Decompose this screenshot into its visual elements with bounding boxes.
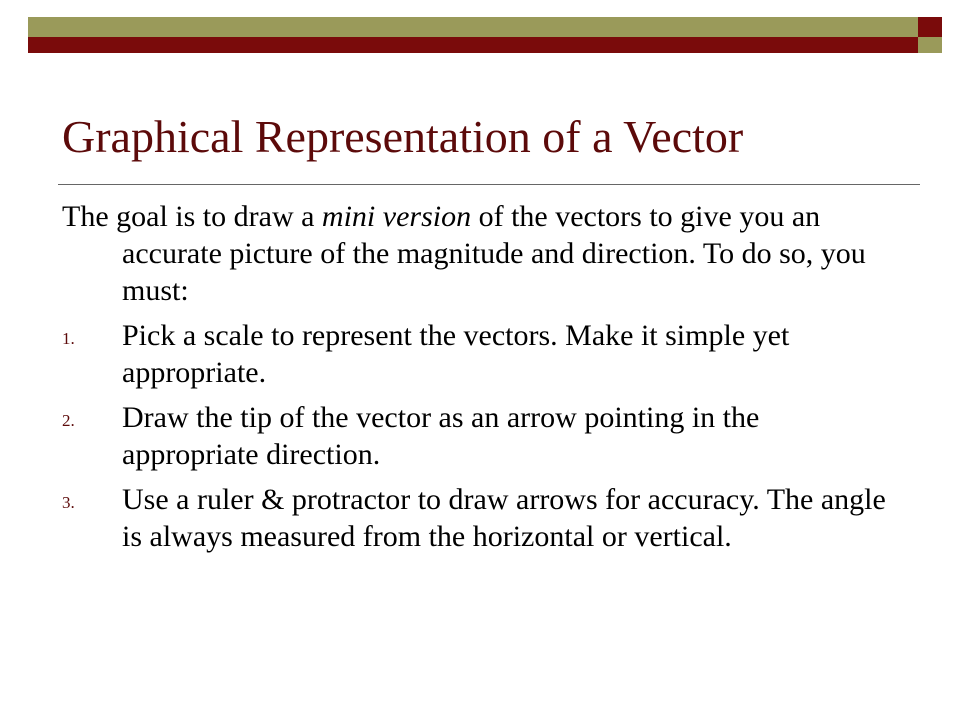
step-text: Pick a scale to represent the vectors. Make it simple yet appropriate. [122, 319, 790, 389]
slide-body [62, 198, 902, 563]
intro-paragraph [62, 198, 902, 309]
slide-title: Graphical Representation of a Vector [62, 111, 744, 162]
step-number: 2. [62, 411, 75, 430]
step-item [62, 399, 902, 473]
step-text: Draw the tip of the vector as an arrow pointing in the appropriate direction. [122, 401, 760, 471]
intro-emphasis: mini version [321, 200, 472, 233]
header-bar-maroon [28, 37, 918, 53]
step-text: Use a ruler & protractor to draw arrows for accuracy. The angle is always measured from the horizontal or vertical. [122, 483, 886, 553]
step-item [62, 481, 902, 555]
title-divider [58, 184, 920, 185]
intro-text-start: The goal is to draw a [62, 200, 322, 233]
intro-text-end: of the vectors to give you an accurate picture of the magnitude and direction. To do so, you must: [122, 200, 866, 307]
step-number: 1. [62, 329, 75, 348]
header-square-maroon [918, 17, 942, 37]
step-item [62, 317, 902, 391]
header-bar-olive [28, 17, 918, 37]
step-number: 3. [62, 493, 75, 512]
header-square-olive [918, 37, 942, 53]
